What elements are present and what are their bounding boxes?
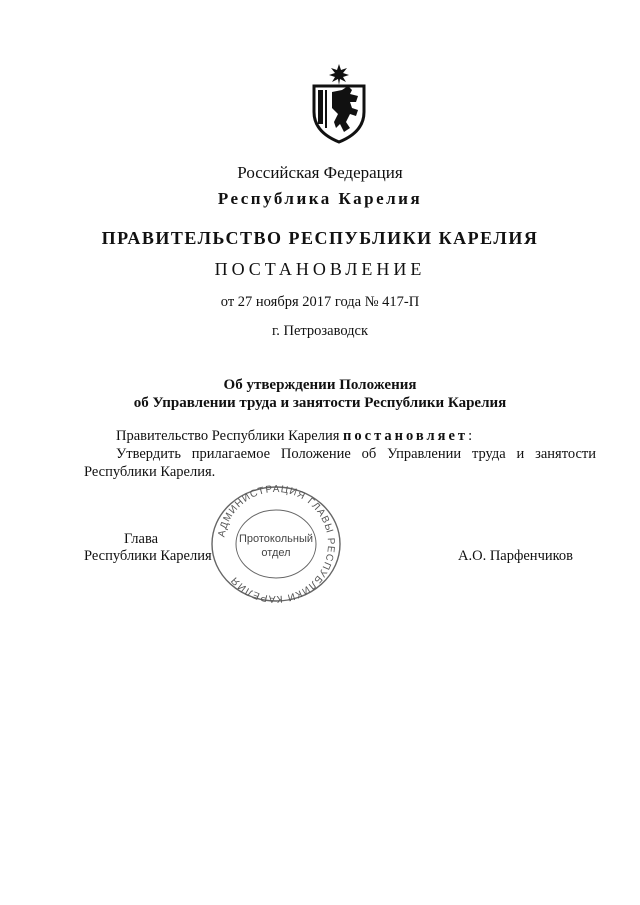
signatory-title-line1: Глава: [124, 531, 159, 547]
stamp-center-line1: Протокольный: [238, 533, 314, 545]
document-title-line2: об Управлении труда и занятости Республики Карелия: [133, 395, 507, 411]
signatory-title-line2: Республики Карелия: [84, 548, 212, 564]
city: г. Петрозаводск: [271, 323, 369, 339]
document-type: ПОСТАНОВЛЕНИЕ: [214, 259, 426, 279]
republic-name: Республика Карелия: [217, 189, 423, 208]
body-paragraph-2: Утвердить прилагаемое Положение об Управлении труда и занятости Республики Карелия.: [84, 446, 596, 480]
stamp-center-line2: отдел: [261, 547, 291, 559]
para1-tail: :: [468, 428, 473, 444]
official-stamp: [208, 484, 344, 604]
body-paragraph-1: [84, 427, 596, 445]
government-name: ПРАВИТЕЛЬСТВО РЕСПУБЛИКИ КАРЕЛИЯ: [101, 228, 539, 248]
signatory-name: А.О. Парфенчиков: [458, 548, 574, 564]
country-name: Российская Федерация: [237, 163, 403, 182]
stamp-ring-text: АДМИНИСТРАЦИЯ ГЛАВЫ РЕСПУБЛИКИ КАРЕЛИЯ: [216, 484, 337, 604]
coat-of-arms-icon: [306, 62, 372, 144]
para1-emphasis: постановляет: [343, 428, 469, 444]
document-date-number: от 27 ноября 2017 года № 417-П: [220, 294, 420, 310]
document-title-line1: Об утверждении Положения: [223, 377, 417, 393]
para1-lead: Правительство Республики Карелия: [116, 428, 344, 444]
